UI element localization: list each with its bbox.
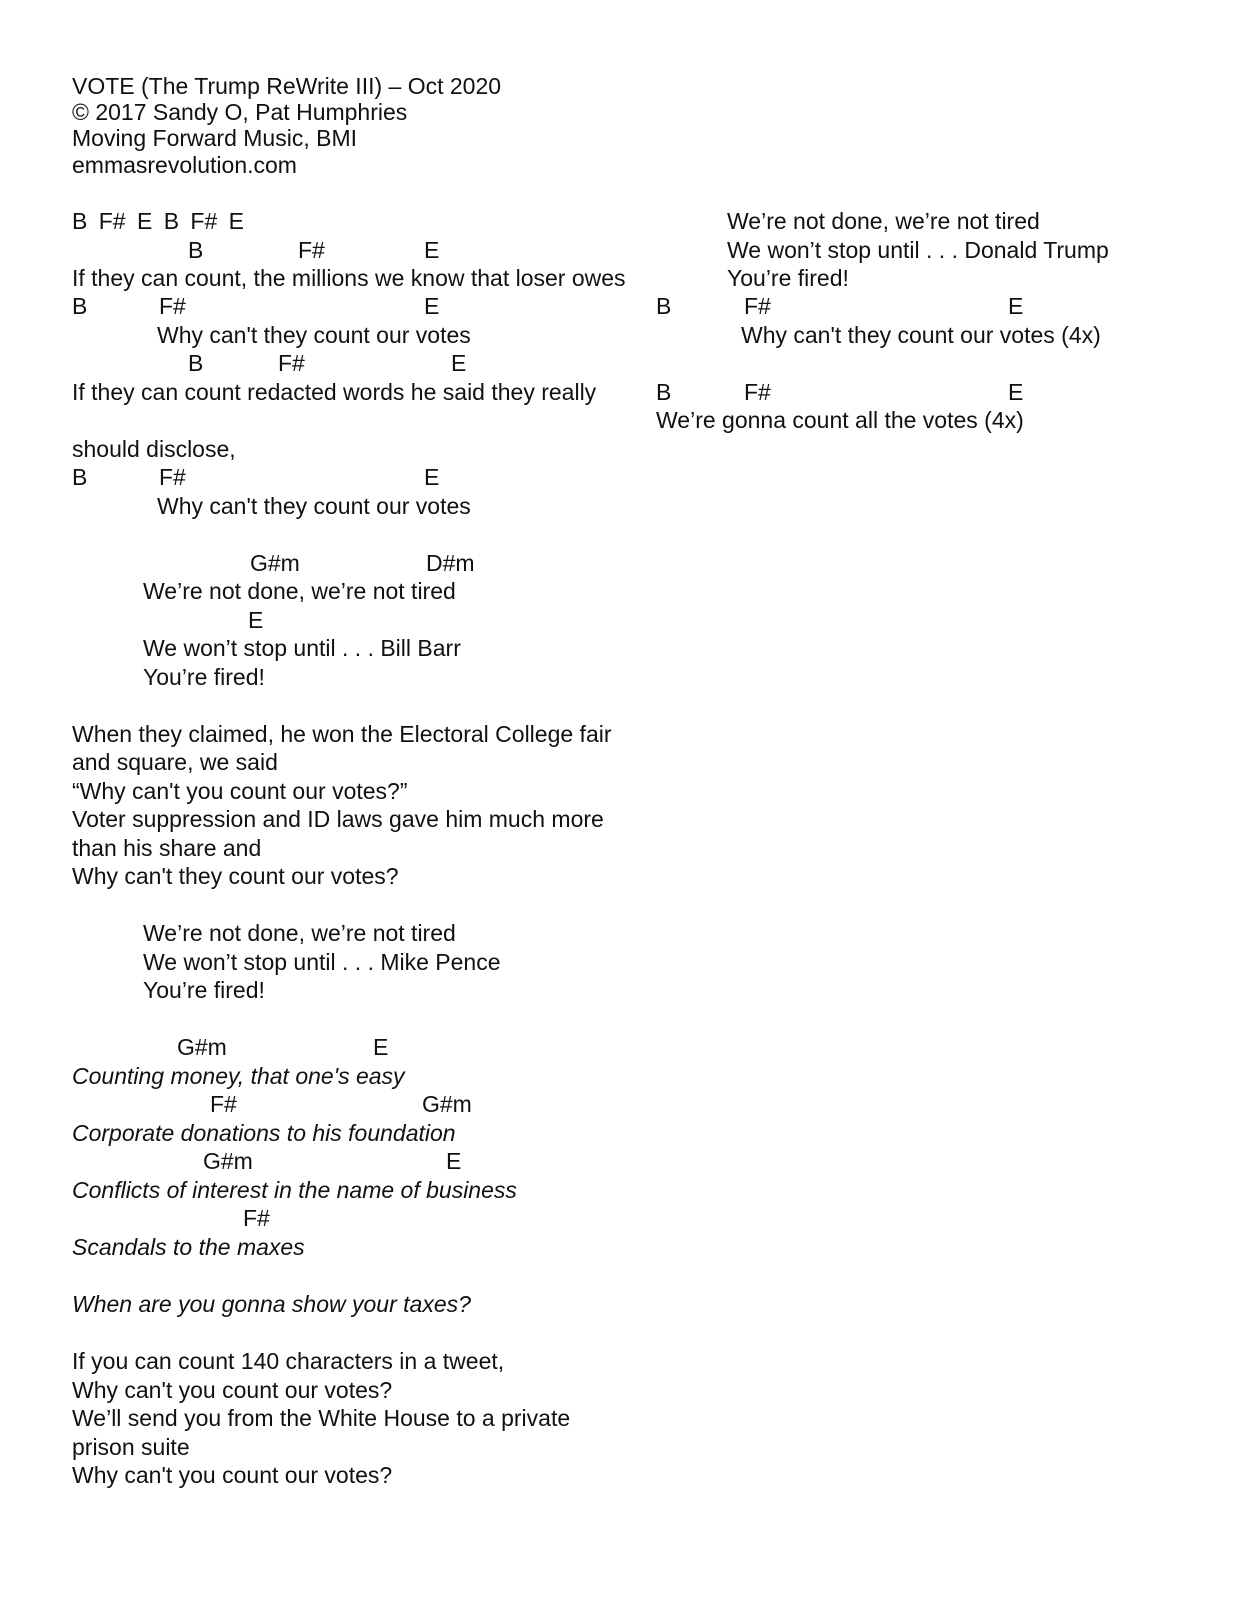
chord: E	[424, 293, 440, 319]
lyric-line: Counting money, that one's easy	[72, 1063, 405, 1089]
chord: E	[373, 1034, 389, 1060]
lyric-line: Why can't they count our votes	[157, 322, 471, 348]
lyric-line: prison suite	[72, 1434, 190, 1460]
chord: F#	[210, 1091, 237, 1117]
chord: E	[424, 464, 440, 490]
lyric-line: If they can count redacted words he said they really	[72, 379, 597, 405]
lyric-line: You’re fired!	[143, 977, 265, 1003]
lyric-line: Voter suppression and ID laws gave him much more	[72, 806, 604, 832]
lyric-line: If you can count 140 characters in a tweet,	[72, 1348, 505, 1374]
lyric-line: You’re fired!	[727, 265, 849, 291]
lyric-line: We’re not done, we’re not tired	[143, 920, 456, 946]
lyric-line: Why can't you count our votes?	[72, 1377, 393, 1403]
chord: E	[248, 607, 264, 633]
lyric-line: and square, we said	[72, 749, 278, 775]
chord: G#m	[203, 1148, 253, 1174]
lyric-line: We won’t stop until . . . Mike Pence	[143, 949, 501, 975]
lyric-line: When they claimed, he won the Electoral College fair	[72, 721, 612, 747]
chord: B	[72, 464, 88, 490]
lyric-line: Why can't they count our votes (4x)	[741, 322, 1101, 348]
chord: E	[424, 237, 440, 263]
chord: E	[446, 1148, 462, 1174]
lyric-line: When are you gonna show your taxes?	[72, 1291, 471, 1317]
lyric-line: “Why can't you count our votes?”	[72, 778, 408, 804]
lyric-line: We won’t stop until . . . Donald Trump	[727, 237, 1109, 263]
lyric-line: If they can count, the millions we know that loser owes	[72, 265, 626, 291]
chord: F#	[298, 237, 325, 263]
lyric-line: We’re not done, we’re not tired	[727, 208, 1040, 234]
chord: E	[1008, 379, 1024, 405]
publisher-line: Moving Forward Music, BMI	[72, 125, 358, 151]
chord: F#	[243, 1205, 270, 1231]
lyric-line: Corporate donations to his foundation	[72, 1120, 456, 1146]
chord: G#m	[250, 550, 300, 576]
chord: G#m	[422, 1091, 472, 1117]
lyric-line: We’re not done, we’re not tired	[143, 578, 456, 604]
chord: D#m	[426, 550, 475, 576]
lyric-line: We’re gonna count all the votes (4x)	[656, 407, 1024, 433]
lyric-line: Scandals to the maxes	[72, 1234, 305, 1260]
lyric-line: Why can't they count our votes?	[72, 863, 399, 889]
chord: B	[188, 350, 204, 376]
chord: B	[72, 293, 88, 319]
website-line: emmasrevolution.com	[72, 152, 297, 178]
lyric-line: We’ll send you from the White House to a private	[72, 1405, 571, 1431]
chord: G#m	[177, 1034, 227, 1060]
chord: F#	[744, 293, 771, 319]
lyric-line: You’re fired!	[143, 664, 265, 690]
chord: F#	[159, 293, 186, 319]
chord: B	[656, 379, 672, 405]
lyric-line: Why can't you count our votes?	[72, 1462, 393, 1488]
chord: E	[1008, 293, 1024, 319]
intro-chords: B F# E B F# E	[72, 208, 244, 234]
chord: B	[656, 293, 672, 319]
chord: E	[451, 350, 467, 376]
lyric-line: Conflicts of interest in the name of business	[72, 1177, 517, 1203]
copyright-line: © 2017 Sandy O, Pat Humphries	[72, 99, 408, 125]
chord: B	[188, 237, 204, 263]
lyric-line: than his share and	[72, 835, 262, 861]
song-title: VOTE (The Trump ReWrite III) – Oct 2020	[72, 73, 502, 99]
lyric-line: We won’t stop until . . . Bill Barr	[143, 635, 461, 661]
chord: F#	[278, 350, 305, 376]
lyric-line: should disclose,	[72, 436, 236, 462]
chord: F#	[744, 379, 771, 405]
chord: F#	[159, 464, 186, 490]
lyric-line: Why can't they count our votes	[157, 493, 471, 519]
